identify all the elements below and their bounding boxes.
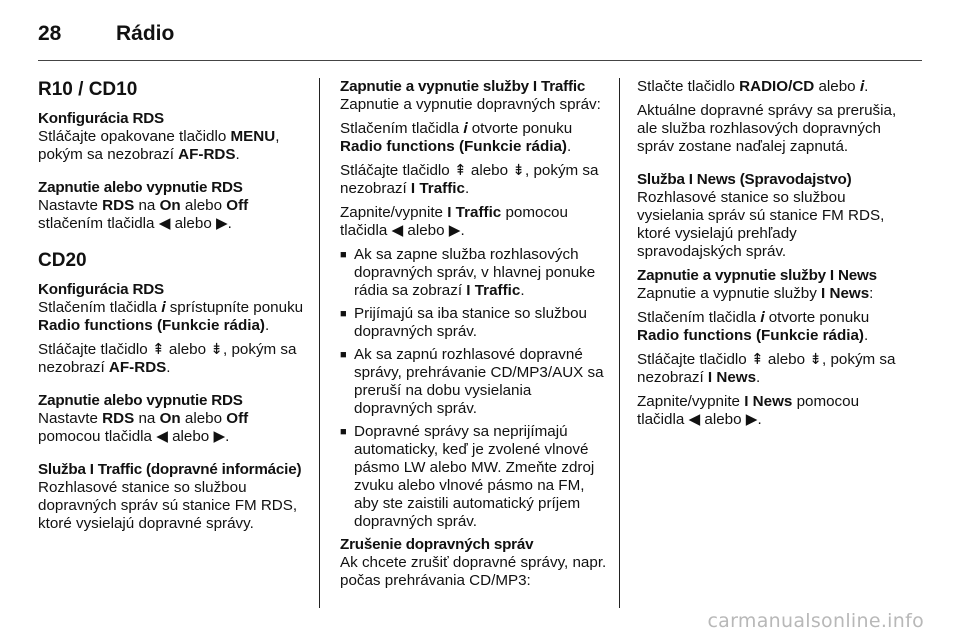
section-title-r10-cd10: R10 / CD10 [38, 79, 138, 100]
subsection-title: Zapnutie alebo vypnutie RDS [38, 392, 243, 409]
column-divider-2 [619, 78, 620, 608]
paragraph: Nastavte RDS na On alebo Off pomocou tlačidla ◀ alebo ▶. [38, 410, 249, 445]
subsection-title: Služba I Traffic (dopravné informácie) [38, 461, 302, 478]
paragraph: Zapnite/vypnite I Traffic pomocou tlačidla ◀ alebo ▶. [340, 204, 568, 239]
subsection-title: Služba I News (Spravodajstvo) [637, 171, 852, 188]
paragraph: Stlačením tlačidla 𝒊 otvorte ponuku Radio functions (Funkcie rádia). [637, 309, 870, 344]
subsection-title: Zapnutie a vypnutie služby I News [637, 267, 877, 284]
bullet-list [340, 246, 608, 531]
paragraph: Stláčajte tlačidlo ⇞ alebo ⇟, pokým sa nezobrazí AF-RDS. [38, 341, 297, 376]
page-number: 28 [38, 22, 62, 45]
subsection-title: Zapnutie a vypnutie služby I Traffic [340, 78, 586, 95]
header-divider [38, 60, 922, 61]
column-1 [38, 78, 308, 539]
paragraph: Stlačte tlačidlo RADIO/CD alebo 𝒊. [637, 78, 869, 95]
paragraph: Stlačením tlačidla 𝒊 sprístupníte ponuku Radio functions (Funkcie rádia). [38, 299, 304, 334]
list-item: ■ Ak sa zapne služba rozhlasových dopravných správ, v hlavnej ponuke rádia sa zobrazí I Traffic. [340, 246, 608, 300]
paragraph: Zapnutie a vypnutie dopravných správ: [340, 96, 601, 113]
paragraph: Zapnite/vypnite I News pomocou tlačidla ◀ alebo ▶. [637, 393, 860, 428]
paragraph: Nastavte RDS na On alebo Off stlačením tlačidla ◀ alebo ▶. [38, 197, 249, 232]
paragraph: Rozhlasové stanice so službou dopravných správ sú stanice FM RDS, ktoré vysielajú dopravné správy. [38, 479, 298, 532]
paragraph: Stláčajte opakovane tlačidlo MENU, pokým sa nezobrazí AF-RDS. [38, 128, 280, 163]
subsection-title: Zrušenie dopravných správ [340, 536, 534, 553]
paragraph: Stlačením tlačidla 𝒊 otvorte ponuku Radio functions (Funkcie rádia). [340, 120, 573, 155]
list-item: ■ Ak sa zapnú rozhlasové dopravné správy, prehrávanie CD/MP3/AUX sa preruší na dobu vysielania dopravných správ. [340, 346, 608, 418]
paragraph: Stláčajte tlačidlo ⇞ alebo ⇟, pokým sa nezobrazí I Traffic. [340, 162, 599, 197]
list-item: ■ Dopravné správy sa neprijímajú automaticky, keď je zvolené vlnové pásmo LW alebo MW. Zmeňte zdroj zvuku alebo vlnové pásmo na FM, aby ste zaistili automatický príjem dopravných správ. [340, 423, 608, 531]
column-3 [637, 78, 905, 435]
paragraph: Zapnutie a vypnutie služby I News: [637, 285, 874, 302]
paragraph: Aktuálne dopravné správy sa prerušia, ale služba rozhlasových dopravných správ zostane naďalej zapnutá. [637, 102, 897, 155]
paragraph: Rozhlasové stanice so službou vysielania správ sú stanice FM RDS, ktoré vysielajú prehľady spravodajských správ. [637, 189, 885, 260]
section-title-cd20: CD20 [38, 250, 87, 271]
column-2 [340, 78, 608, 596]
page-header [38, 18, 174, 50]
page-title: Rádio [116, 22, 175, 45]
subsection-title: Konfigurácia RDS [38, 281, 164, 298]
list-item: ■ Prijímajú sa iba stanice so službou dopravných správ. [340, 305, 608, 341]
watermark: carmanualsonline.info [707, 610, 924, 632]
subsection-title: Zapnutie alebo vypnutie RDS [38, 179, 243, 196]
paragraph: Stláčajte tlačidlo ⇞ alebo ⇟, pokým sa nezobrazí I News. [637, 351, 896, 386]
paragraph: Ak chcete zrušiť dopravné správy, napr. počas prehrávania CD/MP3: [340, 554, 607, 589]
column-divider-1 [319, 78, 320, 608]
subsection-title: Konfigurácia RDS [38, 110, 164, 127]
